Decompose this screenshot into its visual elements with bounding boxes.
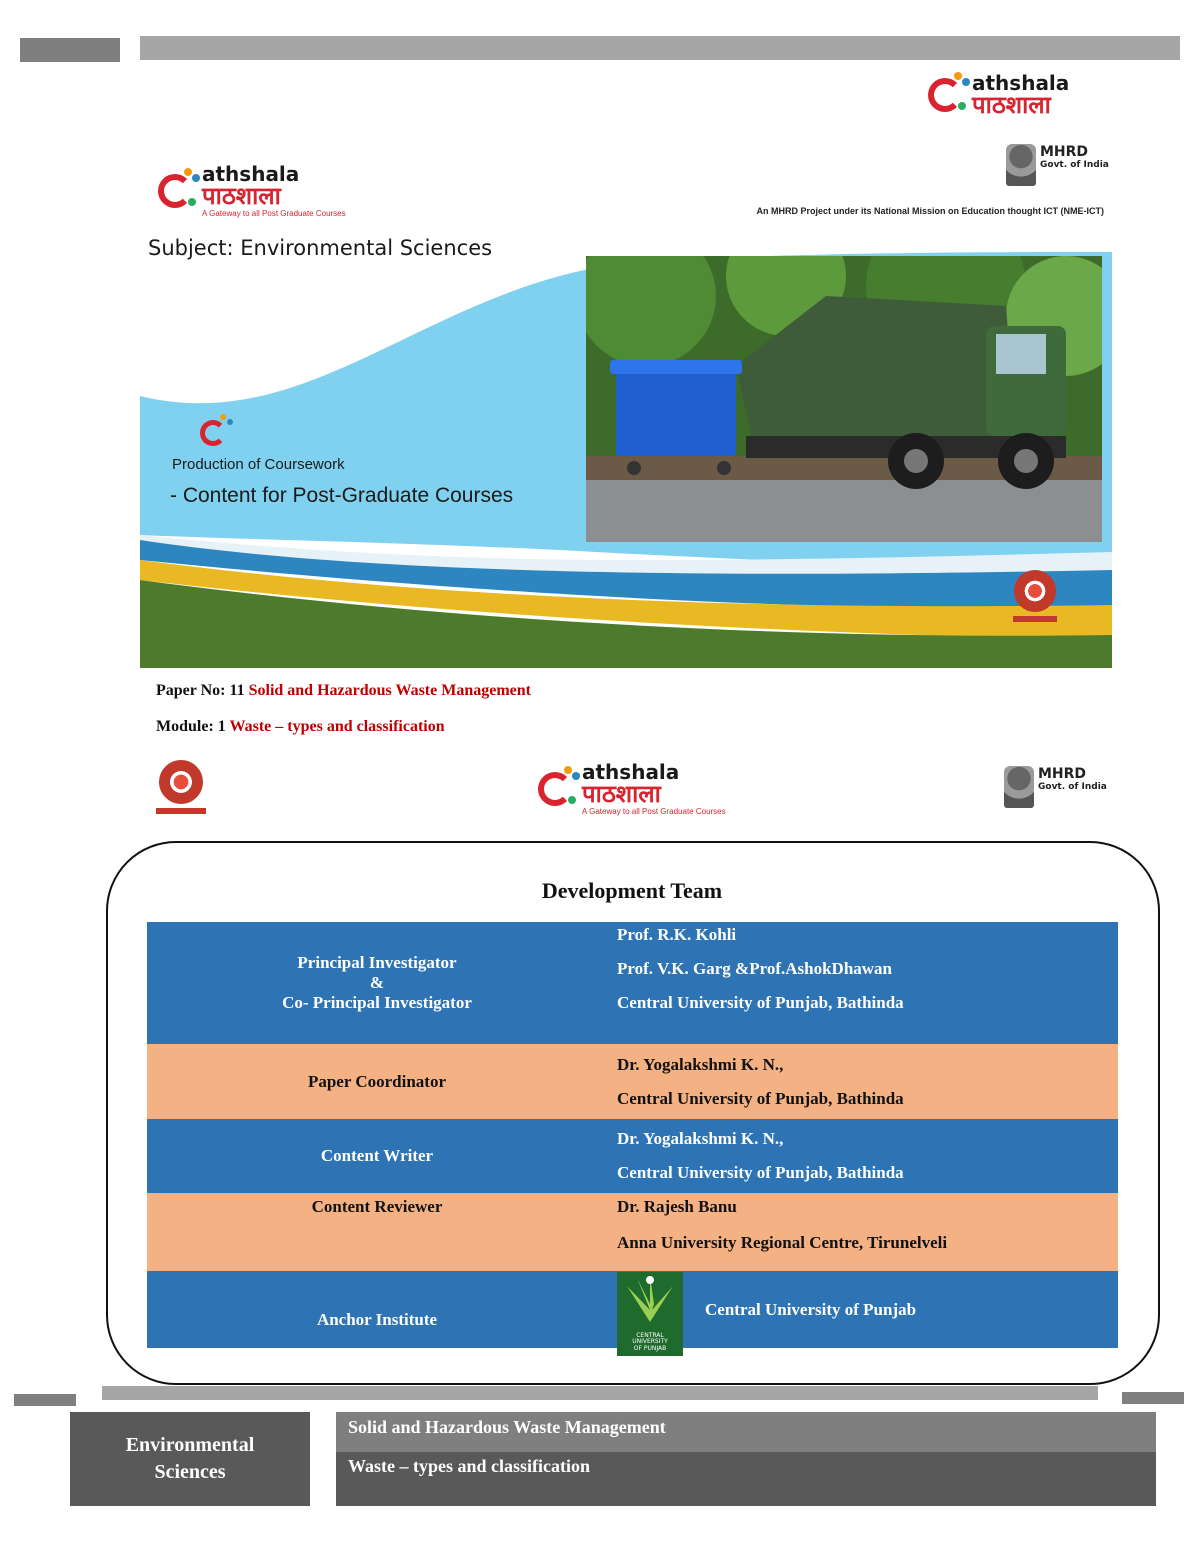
person-line: Central University of Punjab, Bathinda — [617, 993, 904, 1012]
team-row-investigators — [147, 922, 1118, 1044]
development-team-table — [147, 922, 1118, 1352]
mid-mhrd-logo — [1004, 766, 1107, 808]
logo-tagline: A Gateway to all Post Graduate Courses — [582, 807, 726, 816]
small-e-logo-icon — [200, 414, 236, 450]
logo-tagline: A Gateway to all Post Graduate Courses — [202, 209, 346, 218]
team-row-content-reviewer — [147, 1193, 1118, 1271]
e-logo-icon — [158, 168, 204, 214]
mid-ugc-logo-icon — [152, 760, 210, 822]
bottom-right-bar — [1122, 1392, 1184, 1404]
module-title: Waste – types and classification — [229, 718, 445, 735]
mid-pathshala-logo — [538, 762, 726, 816]
central-university-punjab-logo — [617, 1272, 683, 1356]
header-pathshala-logo — [928, 72, 1069, 118]
team-row-content-writer — [147, 1119, 1118, 1193]
bottom-middle-bar — [102, 1386, 1098, 1400]
role-line: Content Writer — [320, 1146, 434, 1165]
mhrd-title: MHRD — [1040, 144, 1089, 160]
content-text: - Content for Post-Graduate Courses — [170, 484, 514, 507]
role-line: Co- Principal Investigator — [282, 993, 472, 1012]
person-line: Dr. Rajesh Banu — [617, 1197, 737, 1216]
person-line: Prof. R.K. Kohli — [617, 925, 737, 944]
cup-logo-text: CENTRAL — [636, 1331, 664, 1339]
banner-pathshala-logo — [158, 164, 346, 218]
role-line: & — [369, 973, 385, 992]
person-line: Central University of Punjab — [705, 1299, 917, 1319]
national-emblem-icon — [1006, 144, 1036, 186]
person-line: Prof. V.K. Garg &Prof.AshokDhawan — [617, 959, 893, 978]
subject-title: Subject: Environmental Sciences — [148, 236, 493, 260]
logo-hindi-text: पाठशाला — [972, 91, 1051, 119]
garbage-truck-photo — [586, 256, 1102, 542]
footer-subject-line: Environmental — [125, 1434, 255, 1456]
footer-subject — [70, 1412, 310, 1506]
mission-text: An MHRD Project under its National Mission on Education thought ICT (NME-ICT) — [756, 206, 1104, 216]
person-line: Central University of Punjab, Bathinda — [617, 1163, 904, 1182]
mhrd-subtitle: Govt. of India — [1038, 782, 1107, 792]
e-logo-icon — [928, 72, 974, 118]
national-emblem-icon — [1004, 766, 1034, 808]
production-text: Production of Coursework — [172, 456, 345, 473]
footer-subject-line: Sciences — [154, 1461, 226, 1483]
paper-label: Paper No: 11 — [156, 682, 245, 699]
logo-english-text: athshala — [972, 71, 1070, 95]
role-line: Paper Coordinator — [307, 1071, 447, 1091]
e-logo-icon — [538, 766, 584, 812]
development-team-title: Development Team — [541, 878, 723, 903]
footer-module-title: Waste – types and classification — [348, 1456, 591, 1476]
person-line: Anna University Regional Centre, Tirunelveli — [617, 1233, 948, 1252]
person-line: Dr. Yogalakshmi K. N., — [617, 1129, 784, 1148]
role-line: Content Reviewer — [311, 1197, 443, 1216]
cover-banner — [140, 140, 1112, 668]
cup-logo-text: UNIVERSITY — [632, 1338, 668, 1346]
logo-english-text: athshala — [582, 760, 680, 784]
logo-english-text: athshala — [202, 162, 300, 186]
team-row-anchor-institute — [147, 1271, 1118, 1352]
mhrd-subtitle: Govt. of India — [1040, 160, 1109, 170]
person-line: Dr. Yogalakshmi K. N., — [617, 1054, 784, 1074]
role-line: Principal Investigator — [297, 953, 457, 972]
paper-title: Solid and Hazardous Waste Management — [248, 682, 531, 699]
cup-logo-text: OF PUNJAB — [633, 1344, 667, 1352]
ugc-logo-icon — [1010, 570, 1060, 628]
footer-paper-title: Solid and Hazardous Waste Management — [336, 1412, 1156, 1452]
module-line — [156, 718, 445, 736]
footer-course — [336, 1412, 1156, 1506]
team-row-paper-coordinator — [147, 1044, 1118, 1119]
role-line: Anchor Institute — [316, 1309, 438, 1329]
top-left-bar — [20, 38, 120, 62]
top-right-bar — [140, 36, 1180, 60]
paper-line — [156, 682, 531, 700]
bottom-left-bar — [14, 1394, 76, 1406]
person-line: Central University of Punjab, Bathinda — [617, 1088, 904, 1108]
logo-hindi-text: पाठशाला — [582, 780, 661, 808]
module-label: Module: 1 — [156, 718, 226, 735]
banner-mhrd-logo — [1006, 144, 1109, 186]
logo-hindi-text: पाठशाला — [202, 182, 281, 210]
mhrd-title: MHRD — [1038, 766, 1087, 782]
